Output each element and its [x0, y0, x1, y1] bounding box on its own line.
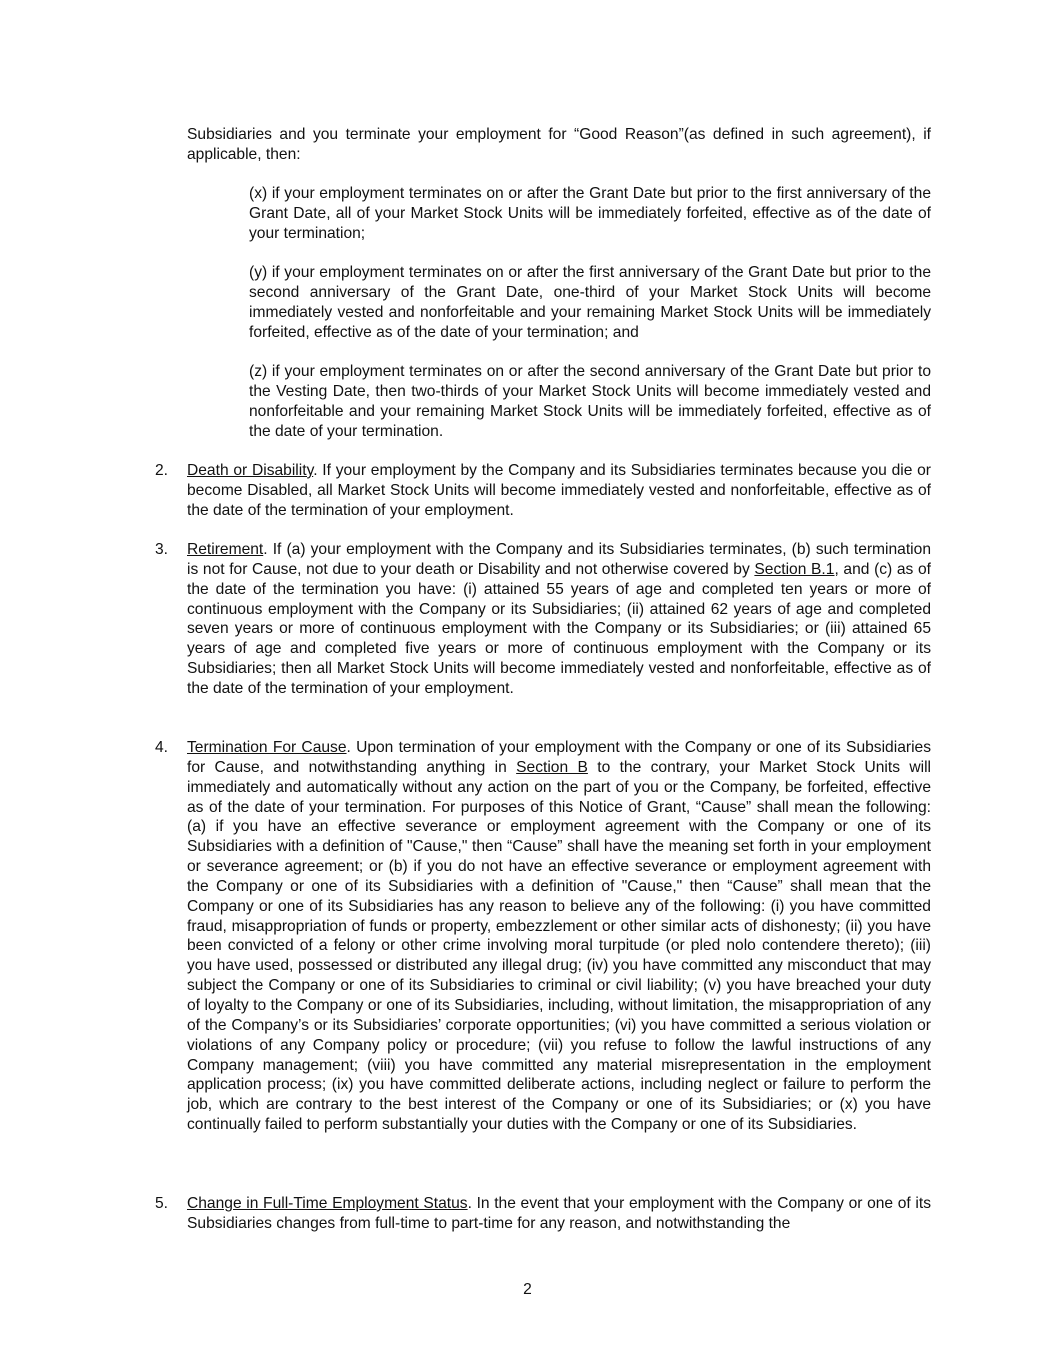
- item-title: Termination For Cause: [187, 739, 347, 756]
- section-item-3: [155, 540, 931, 699]
- item-body: [187, 1194, 931, 1234]
- sub-item-y: (y) if your employment terminates on or after the first anniversary of the Grant Date but prior to the second anniversary of the Grant Date, one-third of your Market Stock Units will become immediately vested and nonforfeitable and your remaining Market Stock Units will be immediately forfeited, effective as of the date of your termination; and: [249, 264, 931, 341]
- item-body: [187, 461, 931, 521]
- item-title: Retirement: [187, 541, 264, 558]
- item-number: 3.: [155, 541, 169, 558]
- section-reference: Section B.1: [754, 560, 835, 578]
- item-text: . If (a) your employment with the Company and its Subsidiaries terminates, (b) such termination is not for Cause, not due to your death or Disability and not otherwise covered by: [187, 541, 931, 578]
- sub-item-z: (z) if your employment terminates on or after the second anniversary of the Grant Date but prior to the Vesting Date, then two-thirds of your Market Stock Units will become immediately vested and nonforfeitable and your remaining Market Stock Units will be immediately forfeited, effective as of the date of your termination.: [249, 363, 931, 440]
- page-number: 2: [523, 1281, 532, 1298]
- item-text: . If your employment by the Company and its Subsidiaries terminates because you die or become Disabled, all Market Stock Units will become immediately vested and nonforfeitable, effective as of the date of the termination of your employment.: [187, 462, 932, 519]
- item-text: to the contrary, your Market Stock Units will immediately and automatically without any action on the part of you or the Company, be forfeited, effective as of the date of your termination. For purposes of this Notice of Grant, “Cause” shall mean the following: (a) if you have an effective severance or employment agreement with the Company or one of its Subsidiaries with a definition of "Cause," then “Cause” shall have the meaning set forth in your employment or severance agreement; or (b) if you do not have an effective severance or employment agreement with the Company or one of its Subsidiaries with a definition of "Cause," then “Cause” shall mean that the Company or one of its Subsidiaries has any reason to believe any of the following: (i) you have committed fraud, misappropriation of funds or property, embezzlement or other similar acts of dishonesty; (ii) you have been convicted of a felony or other crime involving moral turpitude (or pled nolo contendere thereto); (iii) you have used, possessed or distributed any illegal drug; (iv) you have committed any misconduct that may subject the Company or one of its Subsidiaries to criminal or civil liability; (v) you have breached your duty of loyalty to the Company or one of its Subsidiaries, including, without limitation, the misappropriation of any of the Company’s or its Subsidiaries’ corporate opportunities; (vi) you have committed a serious violation or violations of any Company policy or procedure; (vii) you refuse to follow the lawful instructions of any Company management; (viii) you have committed any material misrepresentation in the employment application process; (ix) you have committed deliberate actions, including neglect or failure to perform the job, which are contrary to the best interest of the Company or one of its Subsidiaries; or (x) you have continually failed to perform substantially your duties with the Company or one of its Subsidiaries.: [187, 758, 932, 1134]
- item-text: , and (c) as of the date of the termination you have: (i) attained 55 years of age and completed ten years or more of continuous employment with the Company or its Subsidiaries; (ii) attained 62 years of age and completed seven years or more of continuous employment with the Company or its Subsidiaries; or (iii) attained 65 years of age and completed five years or more of continuous employment with the Company or its Subsidiaries; then all Market Stock Units will become immediately vested and nonforfeitable, effective as of the date of the termination of your employment.: [187, 560, 931, 697]
- intro-paragraph: Subsidiaries and you terminate your employment for “Good Reason”(as defined in such agreement), if applicable, then:: [187, 126, 931, 163]
- item-number: 5.: [155, 1195, 169, 1212]
- sub-item-x: (x) if your employment terminates on or after the Grant Date but prior to the first anniversary of the Grant Date, all of your Market Stock Units will be immediately forfeited, effective as of the date of your termination;: [249, 185, 931, 242]
- item-title: Change in Full-Time Employment Status: [187, 1195, 468, 1212]
- section-item-4: [155, 738, 931, 1135]
- item-number: 2.: [155, 462, 169, 479]
- section-item-2: [155, 461, 931, 521]
- section-item-5: [155, 1194, 931, 1234]
- item-text: . Upon termination of your employment with the Company or one of its Subsidiaries for Cause, and notwithstanding anything in: [187, 739, 931, 776]
- item-body: [187, 738, 931, 1135]
- item-body: [187, 540, 931, 699]
- item-title: Death or Disability: [187, 462, 314, 479]
- item-number: 4.: [155, 739, 169, 756]
- section-reference: Section B: [516, 758, 588, 776]
- item-text: . In the event that your employment with the Company or one of its Subsidiaries changes from full-time to part-time for any reason, and notwithstanding the: [187, 1195, 931, 1232]
